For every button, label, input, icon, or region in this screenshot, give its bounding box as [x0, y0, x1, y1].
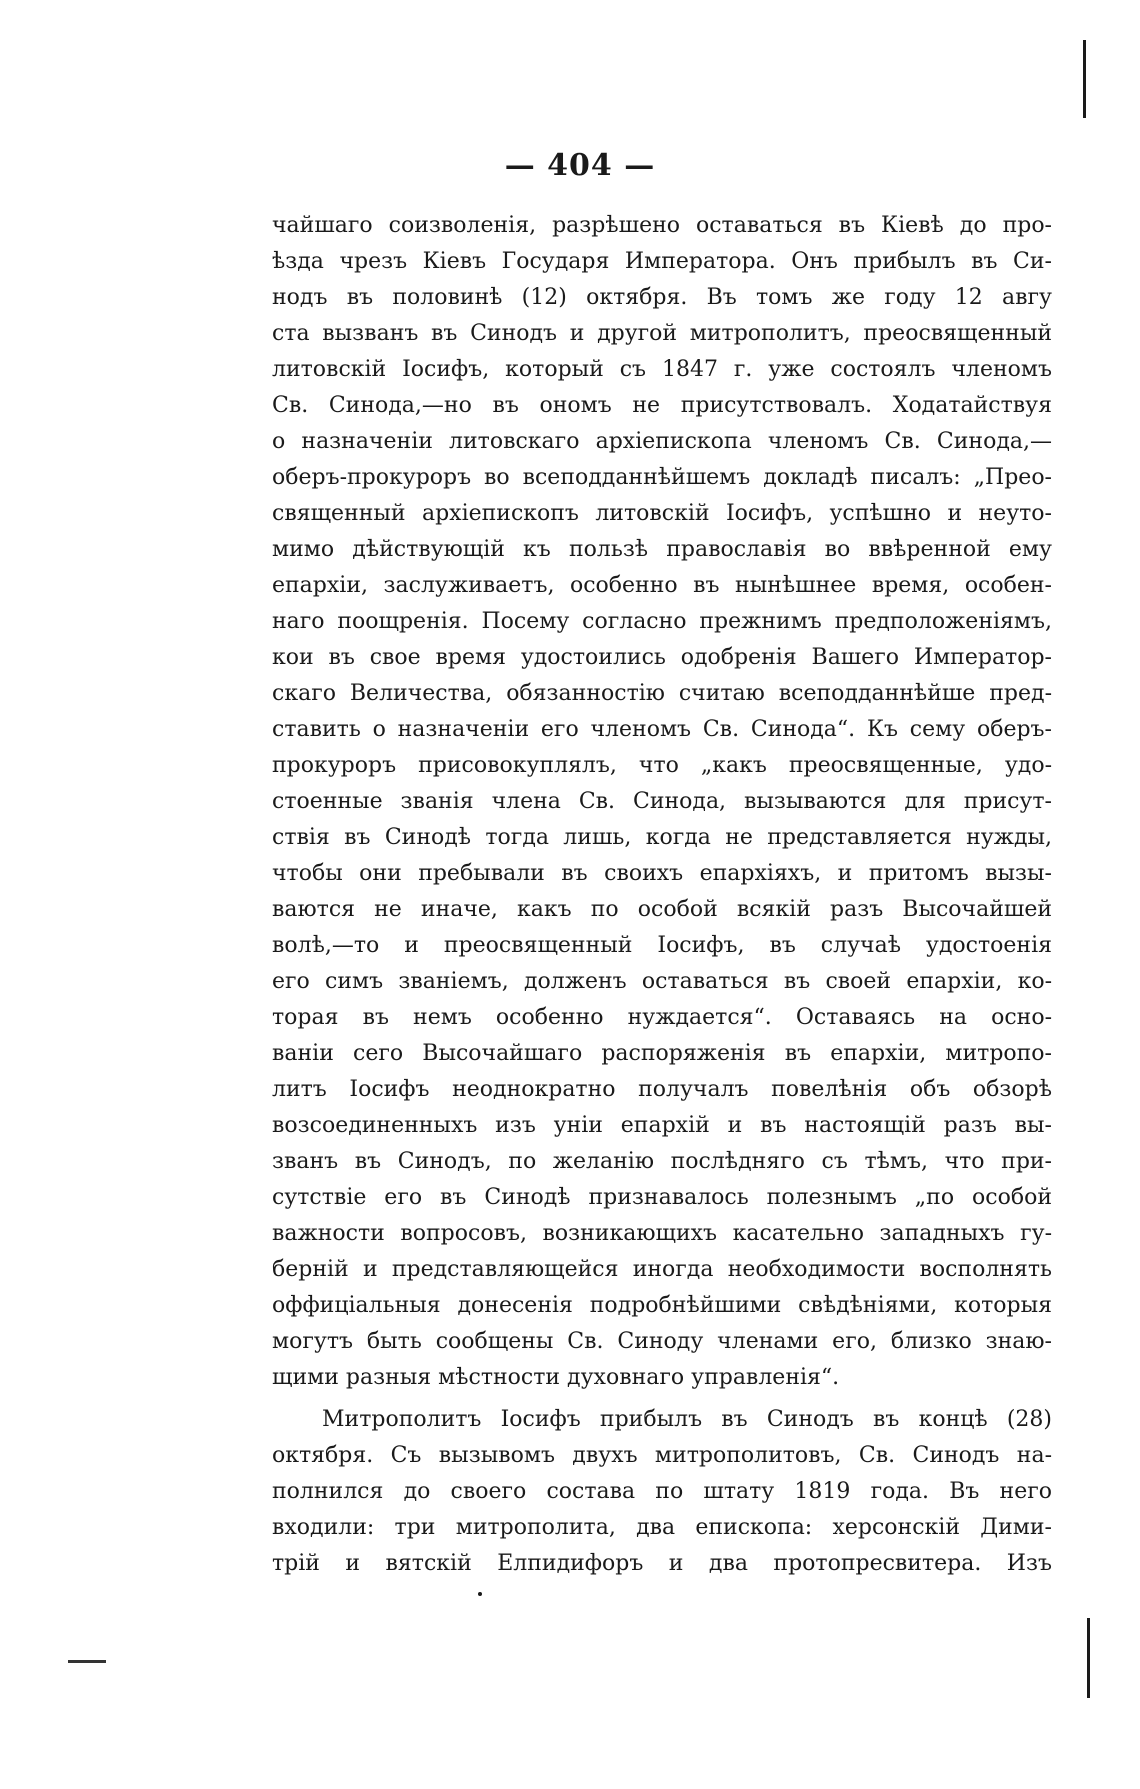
- scan-edge-mark: [1087, 1618, 1090, 1698]
- text-line: полнился до своего состава по штату 1819 года. Въ него: [272, 1479, 1052, 1504]
- text-line: его симъ званіемъ, долженъ оставаться въ своей епархіи, ко-: [272, 969, 1052, 994]
- scan-dot-mark: [478, 1592, 482, 1596]
- text-line: ста вызванъ въ Синодъ и другой митрополитъ, преосвященный: [272, 321, 1052, 346]
- text-line: литъ Іосифъ неоднократно получалъ повелѣнія объ обзорѣ: [272, 1077, 1052, 1102]
- text-line: литовскій Іосифъ, который съ 1847 г. уже состоялъ членомъ: [272, 357, 1052, 382]
- text-line: важности вопросовъ, возникающихъ касательно западныхъ гу-: [272, 1221, 1052, 1246]
- text-line: оффиціальныя донесенія подробнѣйшими свѣдѣніями, которыя: [272, 1293, 1052, 1318]
- text-line: епархіи, заслуживаетъ, особенно въ нынѣшнее время, особен-: [272, 573, 1052, 598]
- text-line: октября. Съ вызывомъ двухъ митрополитовъ, Св. Синодъ на-: [272, 1443, 1052, 1468]
- scan-edge-mark: [68, 1660, 106, 1663]
- text-line: о назначеніи литовскаго архіепископа членомъ Св. Синода,—: [272, 429, 1052, 454]
- text-line: ваніи сего Высочайшаго распоряженія въ епархіи, митропо-: [272, 1041, 1052, 1066]
- text-line: сутствіе его въ Синодѣ признавалось полезнымъ „по особой: [272, 1185, 1052, 1210]
- text-line: берній и представляющейся иногда необходимости восполнять: [272, 1257, 1052, 1282]
- text-line: Митрополитъ Іосифъ прибылъ въ Синодъ въ концѣ (28): [322, 1407, 1052, 1432]
- paragraph: [272, 208, 1052, 1396]
- text-line: ствія въ Синодѣ тогда лишь, когда не представляется нужды,: [272, 825, 1052, 850]
- text-line: Св. Синода,—но въ ономъ не присутствовалъ. Ходатайствуя: [272, 393, 1052, 418]
- text-line: священный архіепископъ литовскій Іосифъ, успѣшно и неуто-: [272, 501, 1052, 526]
- page-number: — 404 —: [504, 148, 656, 183]
- text-line: ваются не иначе, какъ по особой всякій разъ Высочайшей: [272, 897, 1052, 922]
- text-line: скаго Величества, обязанностію считаю всеподданнѣйше пред-: [272, 681, 1052, 706]
- text-line: возсоединенныхъ изъ уніи епархій и въ настоящій разъ вы-: [272, 1113, 1052, 1138]
- text-line: кои въ свое время удостоились одобренія Вашего Император-: [272, 645, 1052, 670]
- scan-edge-mark: [1083, 40, 1086, 118]
- paragraph: [272, 1402, 1052, 1582]
- text-line: щими разныя мѣстности духовнаго управленія“.: [272, 1365, 840, 1390]
- text-line: торая въ немъ особенно нуждается“. Оставаясь на осно-: [272, 1005, 1052, 1030]
- text-line: трій и вятскій Елпидифоръ и два протопресвитера. Изъ: [272, 1551, 1052, 1576]
- body-text: [272, 208, 1052, 1582]
- text-line: мимо дѣйствующій къ пользѣ православія во ввѣренной ему: [272, 537, 1052, 562]
- text-line: наго поощренія. Посему согласно прежнимъ предположеніямъ,: [272, 609, 1052, 634]
- text-line: волѣ,—то и преосвященный Іосифъ, въ случаѣ удостоенія: [272, 933, 1052, 958]
- text-line: оберъ-прокуроръ во всеподданнѣйшемъ докладѣ писалъ: „Прео-: [272, 465, 1052, 490]
- text-line: входили: три митрополита, два епископа: херсонскій Дими-: [272, 1515, 1052, 1540]
- text-line: званъ въ Синодъ, по желанію послѣдняго съ тѣмъ, что при-: [272, 1149, 1052, 1174]
- text-line: могутъ быть сообщены Св. Синоду членами его, близко знаю-: [272, 1329, 1052, 1354]
- text-line: стоенные званія члена Св. Синода, вызываются для присут-: [272, 789, 1052, 814]
- text-line: чтобы они пребывали въ своихъ епархіяхъ, и притомъ вызы-: [272, 861, 1052, 886]
- text-line: ставить о назначеніи его членомъ Св. Синода“. Къ сему оберъ-: [272, 717, 1052, 742]
- text-line: нодъ въ половинѣ (12) октября. Въ томъ же году 12 авгу: [272, 285, 1052, 310]
- text-line: прокуроръ присовокуплялъ, что „какъ преосвященные, удо-: [272, 753, 1052, 778]
- text-line: ѣзда чрезъ Кіевъ Государя Императора. Онъ прибылъ въ Си-: [272, 249, 1052, 274]
- text-line: чайшаго соизволенія, разрѣшено оставаться въ Кіевѣ до про-: [272, 213, 1052, 238]
